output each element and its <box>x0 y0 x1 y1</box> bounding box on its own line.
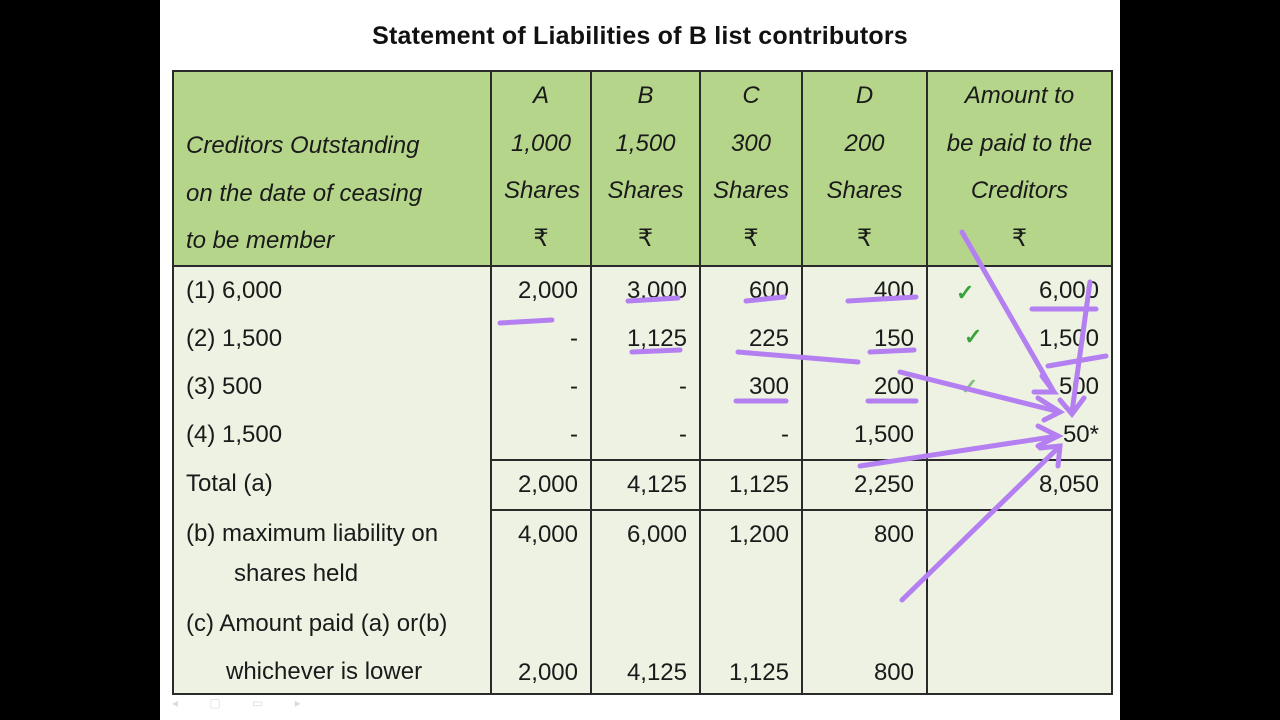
column-name: B <box>637 82 654 109</box>
cell-value: 1,125 <box>728 470 789 498</box>
arrowhead-mark <box>1034 376 1054 392</box>
column-name: D <box>855 82 874 109</box>
cell-value: - <box>679 420 687 448</box>
cell-value: 4,125 <box>626 658 687 686</box>
underline-mark <box>500 320 552 323</box>
cell-value: 600 <box>748 276 789 304</box>
underline-mark <box>628 298 678 301</box>
arrow-mark <box>860 436 1058 466</box>
amount-header-line: Amount to <box>964 82 1075 109</box>
underline-mark <box>746 297 784 301</box>
cell-value: 8,050 <box>1038 470 1099 498</box>
cell-value: 200 <box>873 372 914 400</box>
underline-mark <box>848 297 916 301</box>
rupee-icon: ₹ <box>1011 224 1028 252</box>
cell-value: - <box>570 372 578 400</box>
cell-value: - <box>781 420 789 448</box>
creditors-header-line: on the date of ceasing <box>186 179 423 207</box>
rupee-icon: ₹ <box>743 224 759 252</box>
cell-value: 1,200 <box>728 520 789 548</box>
amount-paid-label: whichever is lower <box>226 657 423 685</box>
amount-paid-label: (c) Amount paid (a) or(b) <box>186 609 448 637</box>
arrow-mark <box>902 446 1060 600</box>
cell-value: 6,000 <box>1038 276 1099 304</box>
statement-title: Statement of Liabilities of B list contributors <box>372 22 908 50</box>
arrow-mark <box>1072 282 1090 412</box>
check-mark-icon: ✓ <box>956 280 975 305</box>
cell-value: 225 <box>748 324 789 352</box>
rupee-icon: ₹ <box>856 224 873 252</box>
max-liability-label: shares held <box>234 559 359 587</box>
share-count: 1,500 <box>615 129 676 157</box>
check-mark-icon: ✓ <box>964 324 983 349</box>
cell-value: - <box>679 372 687 400</box>
cell-value: 1,500 <box>1038 324 1099 352</box>
cell-value: 2,000 <box>517 276 578 304</box>
cell-value: 500 <box>1058 372 1099 400</box>
creditor-label: (2) 1,500 <box>186 324 283 352</box>
cell-value: 2,250 <box>853 470 914 498</box>
underline-mark <box>870 350 914 352</box>
underline-mark <box>632 350 680 352</box>
check-mark-icon: ✓ <box>960 374 979 399</box>
creditor-label: (1) 6,000 <box>186 276 283 304</box>
cell-value: 800 <box>873 658 914 686</box>
column-name: C <box>742 82 760 109</box>
share-unit: Shares <box>826 177 903 204</box>
share-count: 300 <box>730 129 772 157</box>
rupee-icon: ₹ <box>637 224 654 252</box>
max-liability-label: (b) maximum liability on <box>186 519 439 547</box>
rupee-icon: ₹ <box>533 224 549 252</box>
arrow-mark <box>962 232 1054 392</box>
cell-value: 150 <box>873 324 914 352</box>
share-count: 1,000 <box>510 129 572 157</box>
amount-header-line: be paid to the <box>946 129 1093 157</box>
cell-value: 1,125 <box>728 658 789 686</box>
total-label: Total (a) <box>186 469 273 497</box>
share-count: 200 <box>844 129 885 157</box>
share-unit: Shares <box>504 177 581 204</box>
cell-value: 6,000 <box>626 520 687 548</box>
cell-value: - <box>570 324 578 352</box>
cell-value: 1,500 <box>853 420 914 448</box>
slide-nav-icons[interactable]: ◂ ▢ ▭ ▸ <box>172 696 315 710</box>
amount-header-line: Creditors <box>970 177 1069 204</box>
underline-mark <box>738 352 858 362</box>
creditors-header-line: to be member <box>186 227 335 254</box>
pen-annotations <box>160 0 1120 720</box>
cell-value: 2,000 <box>517 470 578 498</box>
cell-value: - <box>570 420 578 448</box>
creditor-label: (4) 1,500 <box>186 420 283 448</box>
cell-value: 1,125 <box>626 324 687 352</box>
cell-value: 800 <box>873 520 914 548</box>
cell-value: 400 <box>873 276 914 304</box>
cell-value: 4,125 <box>626 470 687 498</box>
cell-value: 2,000 <box>517 658 578 686</box>
cell-value: 50* <box>1062 420 1099 448</box>
creditor-label: (3) 500 <box>186 372 263 400</box>
cell-value: 4,000 <box>517 520 578 548</box>
creditors-header-line: Creditors Outstanding <box>186 132 420 159</box>
column-name: A <box>532 82 549 109</box>
share-unit: Shares <box>607 177 684 204</box>
slide <box>160 0 1120 720</box>
cell-value: 3,000 <box>626 276 687 304</box>
share-unit: Shares <box>713 177 790 204</box>
cell-value: 300 <box>748 372 789 400</box>
